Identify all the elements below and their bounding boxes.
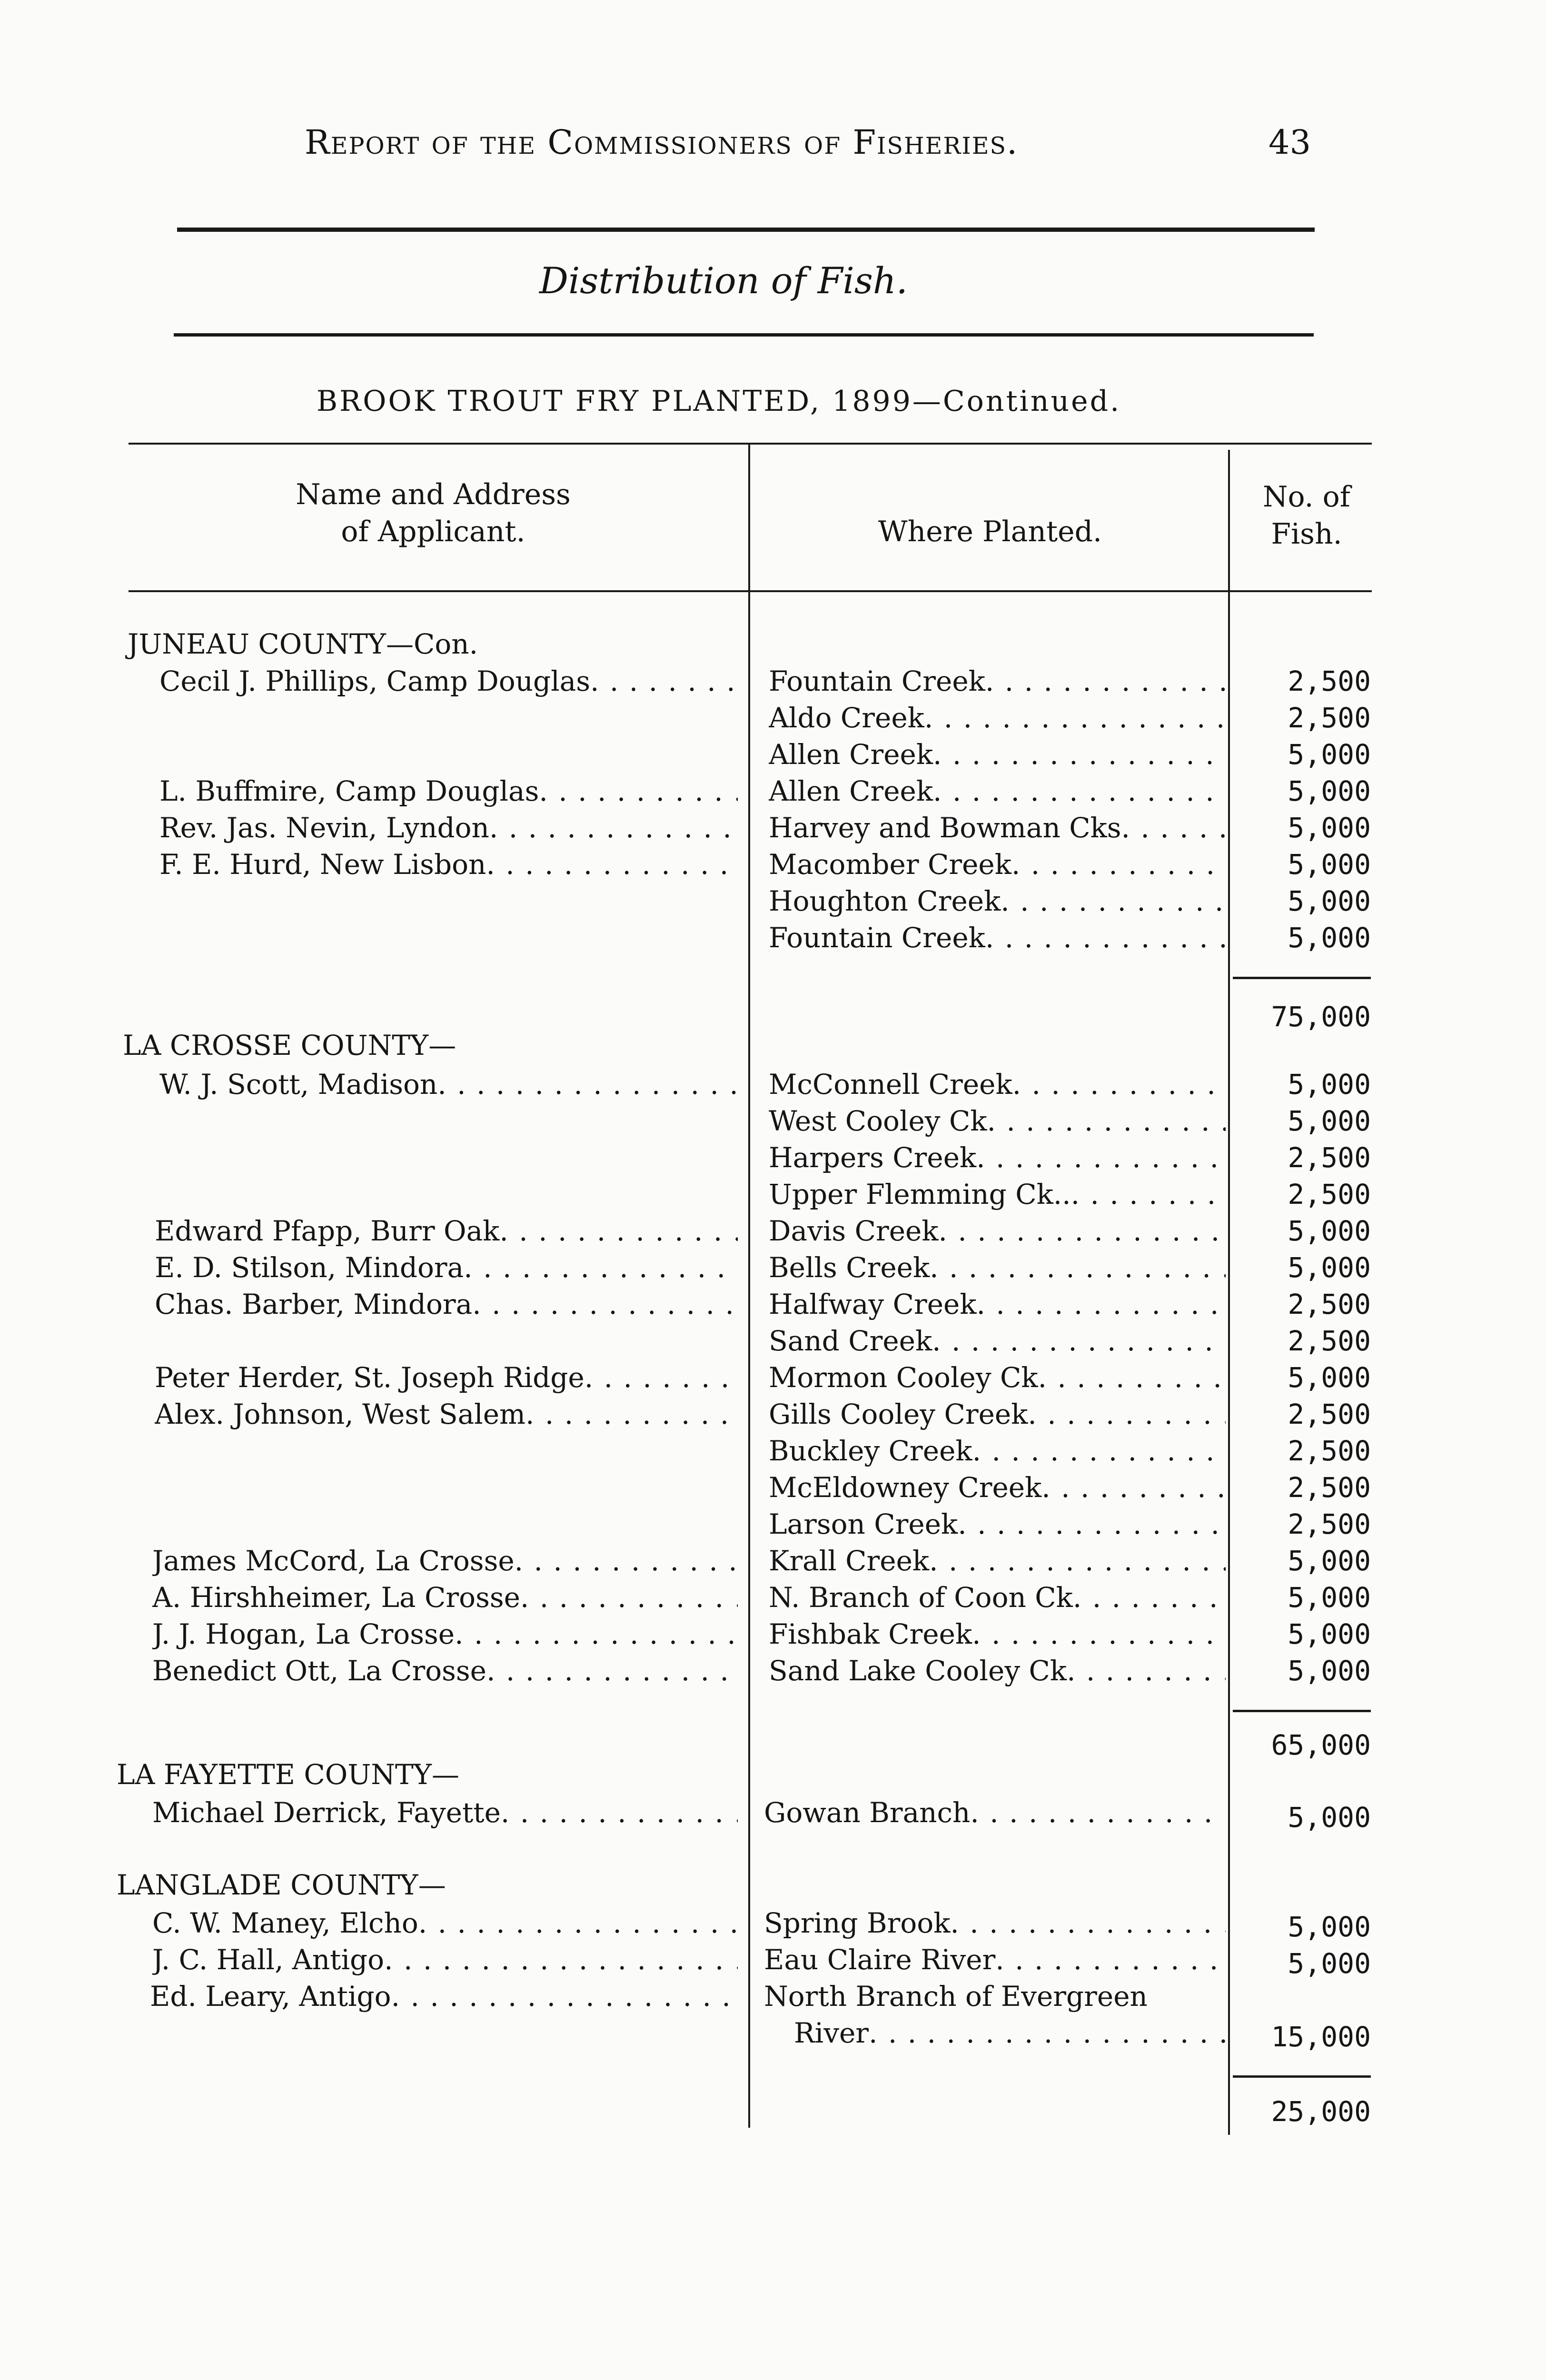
where-planted: Harvey and Bowman Cks: [769, 812, 1121, 844]
fish-count: 5,000: [1288, 1581, 1371, 1614]
applicant-name: Chas. Barber, Mindora: [155, 1288, 473, 1320]
column-divider-1: [748, 443, 750, 2128]
fish-count: 5,000: [1288, 1105, 1371, 1137]
applicant-name: C. W. Maney, Elcho: [152, 1907, 418, 1939]
applicant-cell: [155, 1286, 738, 1322]
fish-count: 5,000: [1288, 1655, 1371, 1687]
column-divider-2: [1228, 450, 1230, 2135]
where-planted: Allen Creek: [769, 738, 933, 771]
applicant-cell: [152, 1942, 738, 1978]
col-header-applicant-line1: Name and Address: [296, 478, 571, 511]
fish-count: 2,500: [1288, 1471, 1371, 1504]
where-planted: Davis Creek: [769, 1215, 939, 1247]
where-cell: [769, 1103, 1226, 1139]
where-planted: Upper Flemming Ck..: [769, 1178, 1071, 1210]
where-cell: [769, 1176, 1226, 1212]
where-cell: [769, 1469, 1226, 1506]
col-header-fish-line1: No. of: [1262, 480, 1351, 514]
where-planted: Sand Lake Cooley Ck: [769, 1655, 1067, 1687]
col-header-where: Where Planted.: [878, 515, 1102, 548]
where-cell: [769, 1286, 1226, 1322]
where-planted: Houghton Creek: [769, 885, 1001, 917]
applicant-cell: [155, 1250, 738, 1286]
fish-count: 5,000: [1288, 775, 1371, 807]
where-cell: [769, 773, 1226, 809]
where-cell: [764, 1942, 1226, 1978]
applicant-cell: [152, 1795, 738, 1831]
applicant-cell: [159, 663, 738, 699]
where-planted: Macomber Creek: [769, 848, 1011, 881]
where-cell: [769, 1359, 1226, 1396]
where-planted: Larson Creek: [769, 1508, 958, 1540]
where-planted: Fountain Creek: [769, 665, 985, 697]
fish-count: 2,500: [1288, 1288, 1371, 1320]
applicant-cell: [155, 1359, 738, 1396]
fish-count: 2,500: [1288, 1435, 1371, 1467]
fish-count: 5,000: [1288, 1801, 1371, 1834]
county-total: 65,000: [1271, 1729, 1371, 1761]
where-cell: [769, 883, 1226, 919]
fish-count: 5,000: [1288, 1911, 1371, 1943]
where-cell: [769, 1616, 1226, 1652]
applicant-name: Benedict Ott, La Crosse: [152, 1655, 486, 1687]
applicant-cell: [152, 1543, 738, 1579]
applicant-cell: [152, 1905, 738, 1941]
where-planted: Bells Creek: [769, 1251, 930, 1284]
fish-count: 15,000: [1271, 2021, 1371, 2053]
applicant-name: Ed. Leary, Antigo: [150, 1980, 391, 2013]
where-planted: Aldo Creek: [769, 702, 924, 734]
applicant-cell: [159, 773, 738, 809]
where-planted: N. Branch of Coon Ck: [769, 1581, 1073, 1614]
where-planted: McConnell Creek: [769, 1068, 1012, 1101]
where-planted: McEldowney Creek: [769, 1471, 1042, 1504]
where-planted: Allen Creek: [769, 775, 933, 807]
applicant-name: Cecil J. Phillips, Camp Douglas: [159, 665, 591, 697]
subtotal-rule: [1233, 977, 1371, 979]
fish-count: 2,500: [1288, 702, 1371, 734]
col-header-fish: [1242, 478, 1371, 553]
where-cell: [769, 1506, 1226, 1542]
section-title: Distribution of Fish.: [539, 259, 908, 302]
where-planted: Halfway Creek: [769, 1288, 977, 1320]
where-planted: Fishbak Creek: [769, 1618, 972, 1650]
applicant-cell: [152, 1653, 738, 1689]
where-planted: Gowan Branch: [764, 1796, 971, 1829]
fish-count: 5,000: [1288, 922, 1371, 954]
fish-count: 2,500: [1288, 1141, 1371, 1174]
where-planted: Krall Creek: [769, 1545, 930, 1577]
fish-count: 5,000: [1288, 1251, 1371, 1284]
applicant-name: W. J. Scott, Madison: [159, 1068, 438, 1101]
applicant-cell: [159, 846, 738, 883]
applicant-cell: [155, 1213, 738, 1249]
applicant-name: Edward Pfapp, Burr Oak: [155, 1215, 500, 1247]
col-header-fish-line2: Fish.: [1271, 517, 1342, 551]
applicant-name: A. Hirshheimer, La Crosse: [152, 1581, 520, 1614]
applicant-name: J. J. Hogan, La Crosse: [152, 1618, 455, 1650]
where-cell: [769, 1433, 1226, 1469]
where-cell: [769, 1579, 1226, 1616]
county-heading-la-fayette: LA FAYETTE COUNTY—: [117, 1758, 459, 1791]
section-rule: [174, 333, 1314, 337]
applicant-name: J. C. Hall, Antigo: [152, 1944, 385, 1976]
where-cell: [769, 1323, 1226, 1359]
where-planted: Eau Claire River: [764, 1944, 996, 1976]
applicant-cell: [159, 1066, 738, 1102]
fish-count: 2,500: [1288, 1325, 1371, 1357]
fish-count: 5,000: [1288, 1215, 1371, 1247]
where-cell: [769, 810, 1226, 846]
subtotal-rule: [1233, 2075, 1371, 2078]
where-cell: [769, 1250, 1226, 1286]
fish-count: 5,000: [1288, 738, 1371, 771]
applicant-name: E. D. Stilson, Mindora: [155, 1251, 464, 1284]
fish-count: 5,000: [1288, 812, 1371, 844]
fish-count: 2,500: [1288, 1508, 1371, 1540]
where-planted: Mormon Cooley Ck: [769, 1361, 1038, 1394]
fish-count: 2,500: [1288, 1178, 1371, 1210]
table-title: BROOK TROUT FRY PLANTED, 1899—Continued.: [317, 385, 1121, 418]
where-cell: [764, 1905, 1226, 1941]
where-cell: [769, 1653, 1226, 1689]
county-heading-langlade: LANGLADE COUNTY—: [117, 1869, 446, 1901]
where-cell-continued: [794, 2015, 1226, 2051]
col-header-applicant-line2: of Applicant.: [341, 515, 525, 548]
applicant-cell: [159, 810, 738, 846]
where-cell: [769, 736, 1226, 773]
applicant-name: Rev. Jas. Nevin, Lyndon: [159, 812, 489, 844]
applicant-name: L. Buffmire, Camp Douglas: [159, 775, 539, 807]
county-heading-juneau: JUNEAU COUNTY—Con.: [128, 628, 478, 660]
where-cell: [769, 1543, 1226, 1579]
where-cell: [769, 846, 1226, 883]
where-planted: North Branch of Evergreen: [764, 1980, 1148, 2013]
applicant-name: Peter Herder, St. Joseph Ridge: [155, 1361, 585, 1394]
where-cell: [764, 1795, 1226, 1831]
subtotal-rule: [1233, 1710, 1371, 1712]
where-planted: Sand Creek: [769, 1325, 932, 1357]
applicant-cell: [152, 1616, 738, 1652]
where-planted: Harpers Creek: [769, 1141, 977, 1174]
where-planted: Buckley Creek: [769, 1435, 972, 1467]
county-total: 25,000: [1271, 2095, 1371, 2128]
county-total: 75,000: [1271, 1001, 1371, 1033]
fish-count: 5,000: [1288, 1947, 1371, 1980]
fish-count: 5,000: [1288, 885, 1371, 917]
fish-count: 5,000: [1288, 1361, 1371, 1394]
where-cell: [769, 920, 1226, 956]
fish-count: 5,000: [1288, 848, 1371, 881]
where-planted: Fountain Creek: [769, 922, 985, 954]
where-planted: West Cooley Ck: [769, 1105, 987, 1137]
top-rule: [177, 228, 1315, 232]
where-planted-continued: River: [794, 2017, 869, 2049]
table-header-rule: [129, 590, 1372, 592]
where-cell: [769, 1213, 1226, 1249]
col-header-applicant: [205, 476, 662, 550]
fish-count: 5,000: [1288, 1545, 1371, 1577]
page-number: 43: [1269, 123, 1311, 162]
applicant-name: F. E. Hurd, New Lisbon: [159, 848, 486, 881]
applicant-name: Michael Derrick, Fayette: [152, 1796, 501, 1829]
applicant-name: Alex. Johnson, West Salem: [155, 1398, 526, 1430]
applicant-cell: [155, 1396, 738, 1432]
fish-count: 2,500: [1288, 665, 1371, 697]
fish-count: 2,500: [1288, 1398, 1371, 1430]
where-cell: [769, 1140, 1226, 1176]
applicant-name: James McCord, La Crosse: [152, 1545, 515, 1577]
where-cell: [769, 663, 1226, 699]
fish-count: 5,000: [1288, 1618, 1371, 1650]
where-planted: Gills Cooley Creek: [769, 1398, 1028, 1430]
where-cell: [769, 700, 1226, 736]
where-planted: Spring Brook: [764, 1907, 951, 1939]
applicant-cell: [152, 1579, 738, 1616]
applicant-cell: [150, 1978, 738, 2014]
running-title: Report of the Commissioners of Fisheries.: [305, 123, 1019, 162]
fish-count: 5,000: [1288, 1068, 1371, 1101]
county-heading-la-crosse: LA CROSSE COUNTY—: [123, 1029, 456, 1061]
where-cell: [769, 1396, 1226, 1432]
table-top-rule: [129, 443, 1372, 445]
where-cell: [769, 1066, 1226, 1102]
